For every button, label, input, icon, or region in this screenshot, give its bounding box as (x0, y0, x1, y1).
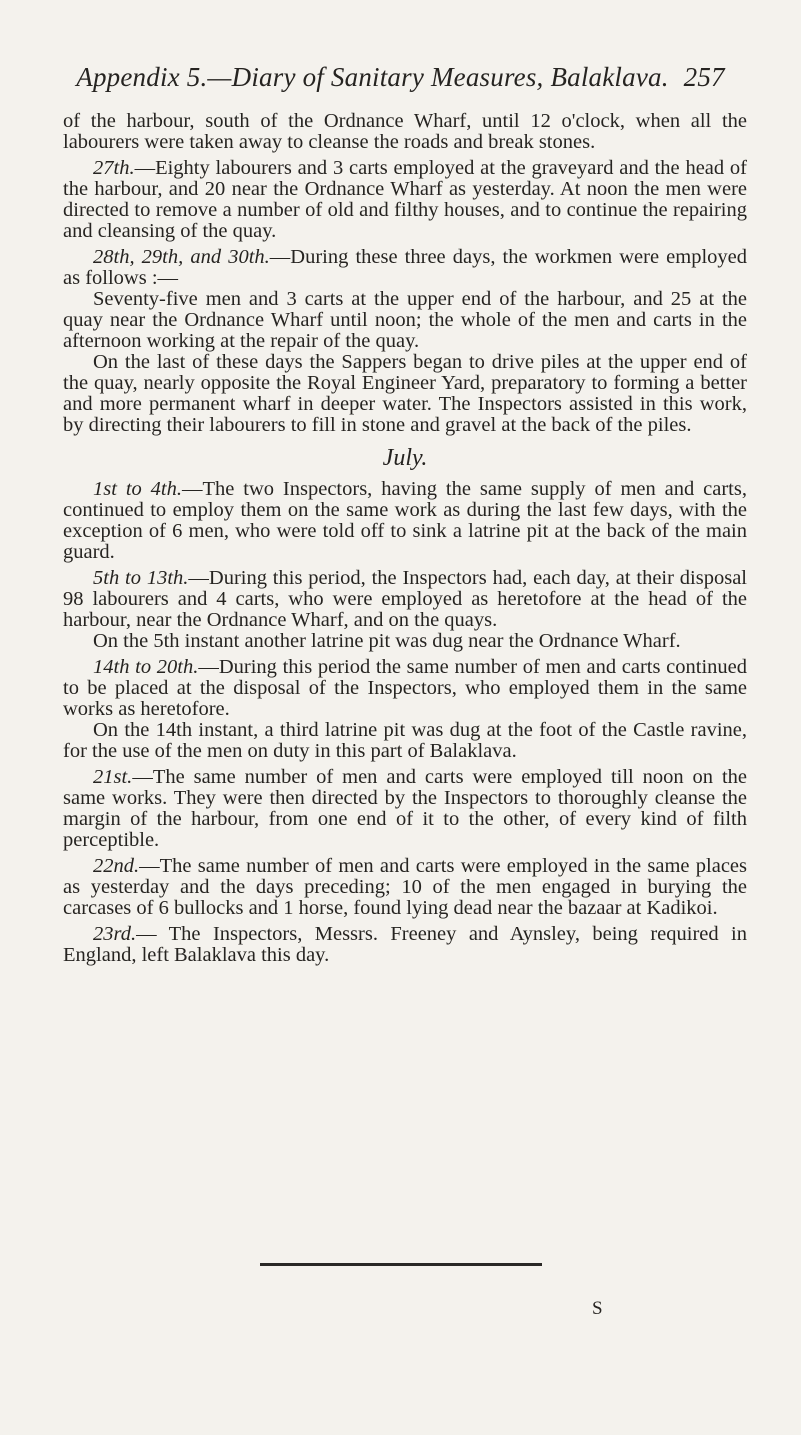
entry-date: 14th to 20th. (93, 656, 199, 678)
paragraph: 22nd.—The same number of men and carts were employed in the same places as yesterday and the days preceding; 10 of the men engaged in burying the carcases of 6 bullocks and 1 horse, found lying dead near the bazaar at Kadikoi. (63, 855, 747, 919)
entry-date: 5th to 13th. (93, 567, 189, 589)
end-rule (260, 1263, 542, 1266)
entry-date: 1st to 4th. (93, 478, 182, 500)
paragraph: On the 5th instant another latrine pit was dug near the Ordnance Wharf. (93, 630, 681, 652)
entry-date: 23rd. (93, 923, 137, 945)
paragraph: 28th, 29th, and 30th.—During these three days, the workmen were employed as follows :— (63, 246, 747, 289)
month-heading: July. (382, 445, 428, 471)
paragraph: 27th.—Eighty labourers and 3 carts employed at the graveyard and the head of the harbour, and 20 near the Ordnance Wharf as yesterday. At noon the men were directed to remove a number of old and filthy houses, and to continue the repairing and cleansing of the quay. (63, 157, 747, 242)
page-body (63, 111, 747, 966)
paragraph: Seventy-five men and 3 carts at the upper end of the harbour, and 25 at the quay near the Ordnance Wharf until noon; the whole of the men and carts in the afternoon working at the repair of the quay. (63, 288, 747, 352)
page-number: 257 (683, 62, 725, 92)
header-title: Appendix 5.—Diary of Sanitary Measures, Balaklava. (76, 62, 669, 92)
paragraph: 21st.—The same number of men and carts were employed till noon on the same works. They were then directed by the Inspectors to thoroughly cleanse the margin of the harbour, from one end of it to the other, of every kind of filth perceptible. (63, 766, 747, 851)
signature-mark: S (592, 1298, 603, 1319)
entry-date: 27th. (93, 157, 135, 179)
paragraph: 5th to 13th.—During this period, the Inspectors had, each day, at their disposal 98 labourers and 4 carts, who were employed as heretofore at the head of the harbour, near the Ordnance Wharf, and on the quays. (63, 567, 747, 631)
entry-date: 22nd. (93, 855, 140, 877)
paragraph: On the last of these days the Sappers began to drive piles at the upper end of the quay, nearly opposite the Royal Engineer Yard, preparatory to forming a better and more permanent wharf in deeper water. The Inspectors assisted in this work, by directing their labourers to fill in stone and gravel at the back of the piles. (63, 351, 747, 436)
paragraph: 1st to 4th.—The two Inspectors, having the same supply of men and carts, continued to employ them on the same work as during the last few days, with the exception of 6 men, who were told off to sink a latrine pit at the back of the main guard. (63, 478, 747, 563)
paragraph: On the 14th instant, a third latrine pit was dug at the foot of the Castle ravine, for the use of the men on duty in this part of Balaklava. (63, 719, 747, 762)
entry-date: 21st. (93, 766, 133, 788)
paragraph: 23rd.— The Inspectors, Messrs. Freeney and Aynsley, being required in England, left Balaklava this day. (63, 923, 747, 966)
paragraph: 14th to 20th.—During this period the same number of men and carts continued to be placed at the disposal of the Inspectors, who employed them in the same works as heretofore. (63, 656, 747, 720)
paragraph: of the harbour, south of the Ordnance Wharf, until 12 o'clock, when all the labourers were taken away to cleanse the roads and break stones. (63, 110, 747, 153)
running-header (0, 62, 801, 93)
entry-date: 28th, 29th, and 30th. (93, 246, 270, 268)
